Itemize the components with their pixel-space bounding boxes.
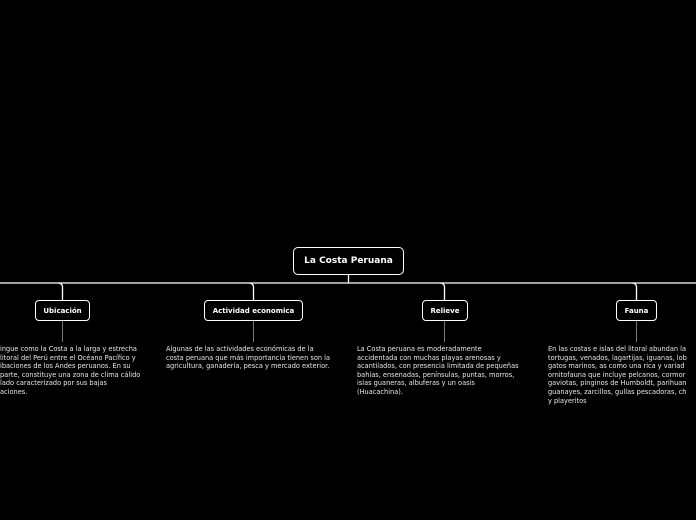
- topic-relieve[interactable]: [422, 300, 468, 321]
- note-ubicacion: ingue como la Costa a la larga y estrecha litoral del Perú entre el Océano Pacífico y ibaciones de los Andes peruanos. En su parte, constituye una zona de clima cálido lado caracterizado por sus bajas aciones.: [0, 345, 141, 396]
- topic-label: Ubicación: [43, 306, 82, 315]
- topic-label: Relieve: [430, 306, 460, 315]
- topic-fauna[interactable]: [616, 300, 657, 321]
- connector-relieve: [440, 283, 445, 300]
- connector-actividad: [249, 283, 254, 300]
- topic-label: Actividad economica: [212, 306, 295, 315]
- connector-fauna: [632, 283, 637, 300]
- note-relieve: La Costa peruana es moderadamente accidentada con muchas playas arenosas y acantilados, con presencia limitada de pequeñas bahías, ensenadas, penínsulas, puntas, morros, islas guaneras, albuferas y un oasis (Huacachina).: [357, 345, 519, 396]
- topic-ubicacion[interactable]: [35, 300, 90, 321]
- root-topic-label: La Costa Peruana: [304, 256, 393, 266]
- note-fauna: En las costas e islas del litoral abundan la tortugas, venados, lagartijas, iguanas, lob gatos marinos, as como una rica y variad ornitofauna que incluye pelcanos, cormor gaviotas, pinginos de Humboldt, parihuan guanayes, zarcillos, gullas pescadoras, ch y playeritos: [548, 345, 687, 405]
- topic-label: Fauna: [624, 306, 649, 315]
- root-topic[interactable]: [293, 247, 404, 275]
- topic-actividad-economica[interactable]: [204, 300, 303, 321]
- note-actividad-economica: Algunas de las actividades económicas de la costa peruana que más importancia tienen son la agricultura, ganadería, pesca y mercado exterior.: [166, 345, 331, 371]
- connector-ubicacion: [58, 283, 63, 300]
